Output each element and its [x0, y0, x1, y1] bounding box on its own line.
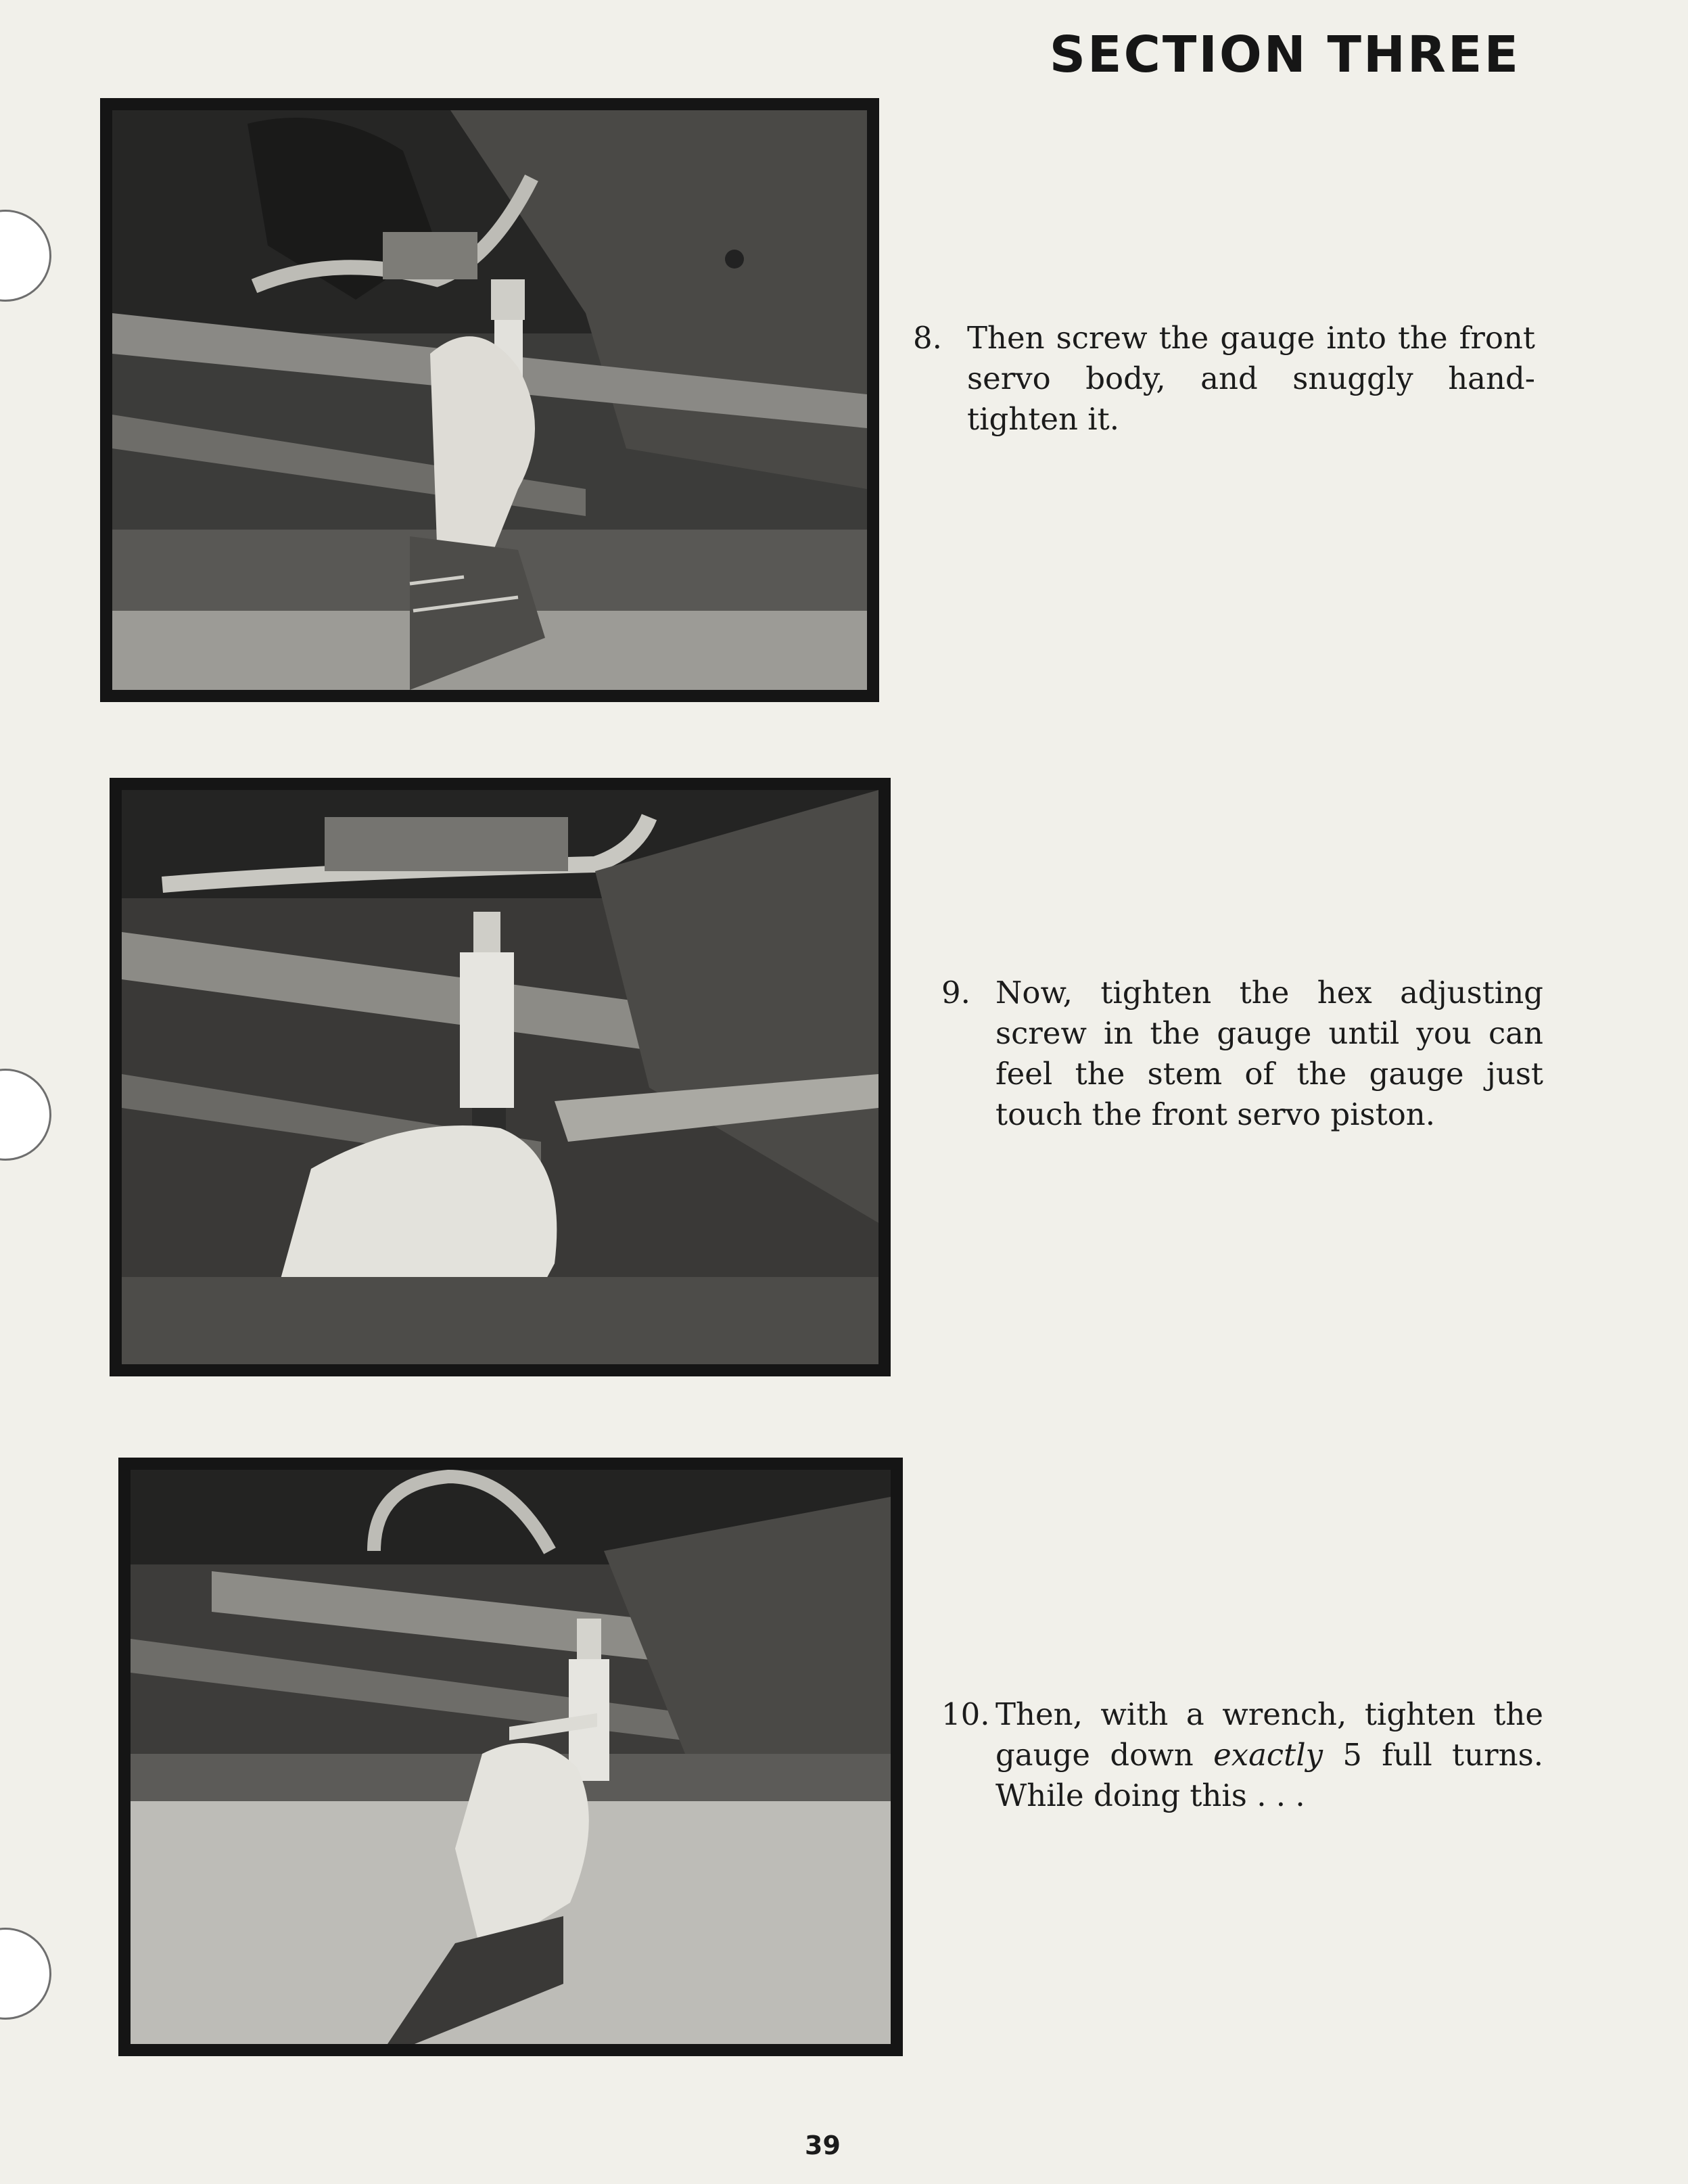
step-text-emphasis: exactly: [1213, 1737, 1323, 1773]
step-9: [941, 973, 1543, 1135]
page-number: 39: [805, 2131, 841, 2160]
step-number: 10.: [941, 1696, 990, 1732]
step-text-before: Then, with a wrench, tighten the gauge down: [995, 1696, 1543, 1773]
step-number: 8.: [913, 320, 942, 356]
photo-3: [118, 1458, 903, 2056]
photo-undercarriage-hex-screw: [122, 790, 878, 1364]
step-text: [995, 1694, 1543, 1816]
photo-undercarriage-wrench: [131, 1470, 891, 2044]
step-8: [913, 318, 1535, 440]
photo-2: [110, 778, 891, 1376]
photo-1: [100, 98, 879, 702]
section-title: SECTION THREE: [1049, 26, 1520, 84]
step-text: Then screw the gauge into the front servo body, and snuggly hand-tighten it.: [967, 320, 1535, 437]
step-10: [941, 1694, 1543, 1816]
step-number: 9.: [941, 975, 970, 1010]
binder-hole-middle: [0, 1069, 51, 1161]
photo-undercarriage-hand-gauge: [112, 110, 867, 690]
step-text: Now, tighten the hex adjusting screw in the gauge until you can feel the stem of the gauge just touch the front servo piston.: [995, 975, 1543, 1132]
binder-hole-bottom: [0, 1928, 51, 2020]
binder-hole-top: [0, 210, 51, 302]
step-text-after: 5 full turns. While doing this . . .: [995, 1737, 1544, 1813]
